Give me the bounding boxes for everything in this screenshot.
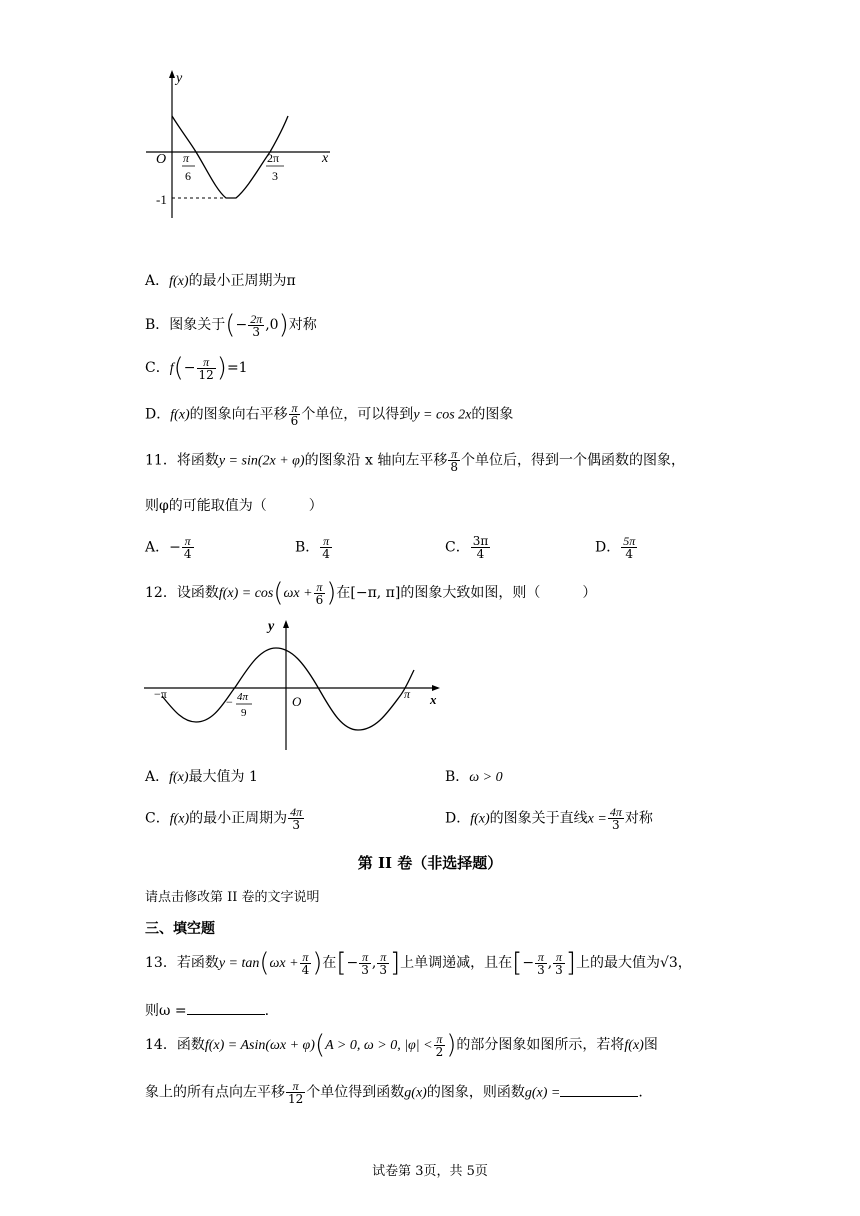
- section-heading: 三、填空题: [145, 921, 215, 937]
- y-label: y: [268, 619, 275, 634]
- y-axis-arrow: [169, 70, 175, 78]
- tick-pi: π: [183, 151, 190, 165]
- section-note: 请点击修改第 II 卷的文字说明: [145, 890, 320, 905]
- q10-option-c: C．f(− $\frac{\pi}{12}$ )=1: [145, 353, 248, 383]
- graph-2: [140, 618, 450, 753]
- graph-1: [140, 68, 340, 228]
- answer-blank-14[interactable]: [560, 1084, 638, 1097]
- q10-option-a: A．f(x)的最小正周期为π: [145, 273, 296, 289]
- q12-option-c: C．f(x)的最小正周期为 $\frac{4\pi}{3}$: [145, 805, 303, 832]
- q11-option-c: C． $\frac{3\pi}{4}$: [445, 534, 489, 561]
- q12-line-1: 12．设函数f(x) = cos(ωx + $\frac{\pi}{6}$ )在[−π, π]的图象大致如图，则（ ）: [145, 578, 597, 608]
- tick-4pi: 4π: [237, 691, 249, 703]
- page-footer: 试卷第 3页，共 5页: [372, 1164, 488, 1179]
- origin-label: O: [292, 694, 302, 709]
- neg-pi-label: −π: [154, 687, 167, 701]
- q11-option-a: A．− $\frac{\pi}{4}$: [145, 534, 192, 561]
- q10-option-d: D．f(x)的图象向右平移 $\frac{\pi}{6}$ 个单位，可以得到y = cos 2x的图象: [145, 401, 514, 428]
- q10-option-b: B．图象关于(− $\frac{2\pi}{3}$ ,0)对称: [145, 310, 317, 340]
- tick-3: 3: [272, 169, 278, 183]
- tick-6: 6: [185, 169, 191, 183]
- origin-label: O: [156, 152, 167, 167]
- tick-2pi: 2π: [267, 151, 280, 165]
- q13-line-1: 13．若函数y = tan(ωx + $\frac{\pi}{4}$ )在[− $\frac{\pi}{3}$ , $\frac{\pi}{3}$ ]上单调递减，且在[− $\frac{\pi}{3}$ , $\frac{\pi}{3}$ ]上的最大值为√3，: [145, 948, 692, 978]
- x-label: x: [430, 692, 437, 707]
- x-label: x: [322, 151, 329, 166]
- q12-option-d: D．f(x)的图象关于直线x = $\frac{4\pi}{3}$ 对称: [445, 805, 653, 832]
- q13-line-2: 则ω = .: [145, 1003, 270, 1019]
- q12-option-a: A．f(x)最大值为 1: [145, 769, 258, 785]
- q14-line-2: 象上的所有点向左平移 $\frac{\pi}{12}$ 个单位得到函数g(x)的图象，则函数g(x) = .: [145, 1079, 643, 1106]
- tick-neg1: -1: [156, 192, 167, 207]
- q14-line-1: 14．函数f(x) = Asin(ωx + φ)(A > 0, ω > 0, |φ| < $\frac{\pi}{2}$ )的部分图象如图所示，若将f(x)图: [145, 1030, 658, 1060]
- q11-line-1: 11．将函数y = sin(2x + φ)的图象沿 x 轴向左平移 $\frac{\pi}{8}$ 个单位后，得到一个偶函数的图象，: [145, 447, 685, 474]
- curve-2: [162, 648, 414, 730]
- tick-minus: −: [226, 695, 233, 709]
- section-title: 第 II 卷（非选择题）: [357, 854, 503, 872]
- q11-option-b: B． $\frac{\pi}{4}$: [295, 534, 330, 561]
- pi-label: π: [404, 687, 411, 701]
- answer-blank-13[interactable]: [187, 1002, 265, 1015]
- tick-9: 9: [241, 707, 247, 719]
- q11-line-2: 则φ的可能取值为（ ）: [145, 498, 323, 514]
- y-label: y: [176, 71, 183, 86]
- q12-option-b: B．ω > 0: [445, 769, 503, 785]
- q11-option-d: D． $\frac{5\pi}{4}$: [595, 534, 636, 561]
